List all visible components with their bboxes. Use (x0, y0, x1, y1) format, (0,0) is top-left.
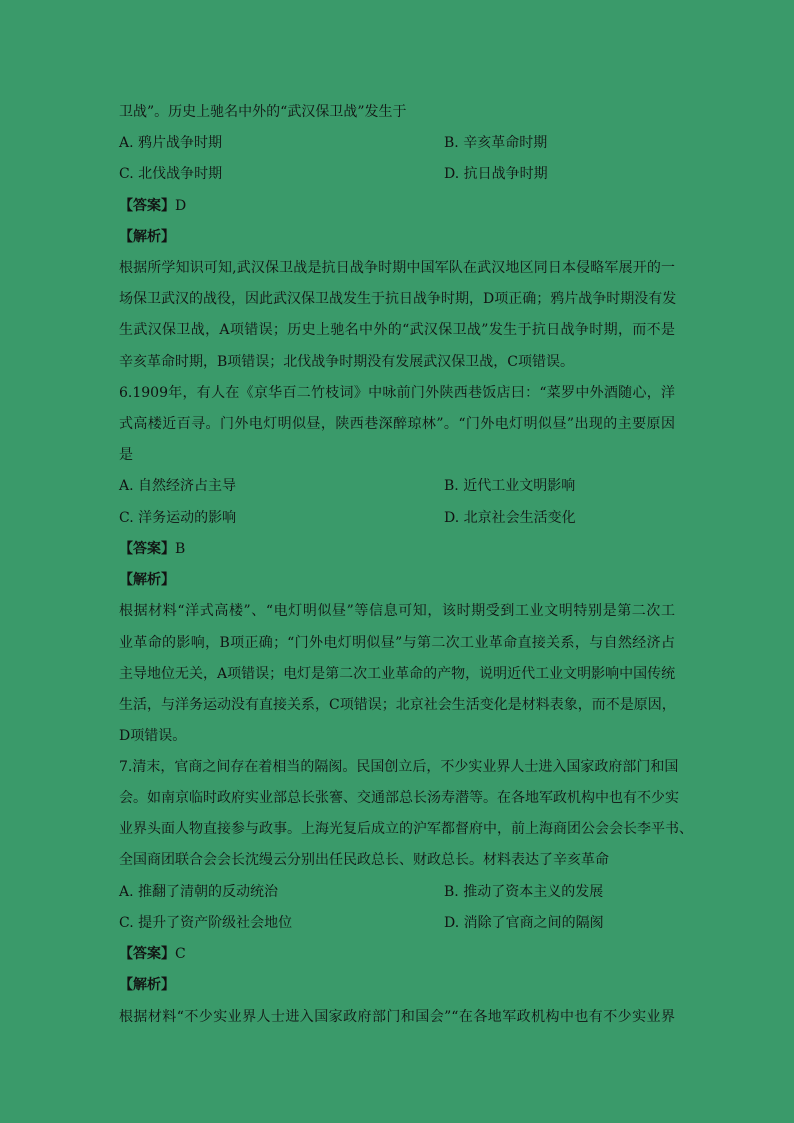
answer-tag: 【答案】 (119, 946, 175, 962)
q6-analysis-line: 业革命的影响，B项正确；“门外电灯明似昼”与第二次工业革命直接关系，与自然经济占 (119, 635, 675, 651)
q7-option-b: B. 推动了资本主义的发展 (444, 884, 604, 900)
q5-option-b: B. 辛亥革命时期 (444, 135, 548, 151)
q6-analysis-line: 主导地位无关，A项错误；电灯是第二次工业革命的产物，说明近代工业文明影响中国传统 (119, 666, 676, 682)
q6-analysis-line: D项错误。 (119, 728, 187, 744)
q5-analysis-line: 生武汉保卫战，A项错误；历史上驰名中外的“武汉保卫战”发生于抗日战争时期，而不是 (119, 322, 675, 338)
q5-option-c: C. 北伐战争时期 (119, 166, 223, 182)
q5-option-d: D. 抗日战争时期 (444, 166, 548, 182)
q7-answer (119, 944, 186, 964)
q6-answer (119, 539, 185, 559)
q6-analysis-line: 根据材料“洋式高楼”、“电灯明似昼”等信息可知，该时期受到工业文明特别是第二次工 (119, 603, 675, 619)
q7-option-d: D. 消除了官商之间的隔阂 (444, 915, 604, 931)
answer-value: C (175, 946, 186, 962)
q6-stem-line: 6.1909年，有人在《京华百二竹枝词》中咏前门外陕西巷饭店曰：“菜罗中外酒随心，洋 (119, 385, 675, 401)
q5-analysis-tag: 【解析】 (119, 229, 175, 245)
answer-tag: 【答案】 (119, 541, 175, 557)
q6-analysis-tag: 【解析】 (119, 572, 175, 588)
answer-value: B (175, 541, 186, 557)
q7-option-a: A. 推翻了清朝的反动统治 (119, 884, 279, 900)
q6-analysis-line: 生活，与洋务运动没有直接关系，C项错误；北京社会生活变化是材料表象，而不是原因， (119, 697, 676, 713)
q6-option-b: B. 近代工业文明影响 (444, 478, 576, 494)
answer-tag: 【答案】 (119, 198, 175, 214)
q7-stem-line: 全国商团联合会会长沈缦云分别出任民政总长、财政总长。材料表达了辛亥革命 (119, 852, 609, 868)
q5-analysis-line: 辛亥革命时期，B项错误；北伐战争时期没有发展武汉保卫战，C项错误。 (119, 354, 574, 370)
q5-answer (119, 196, 186, 216)
q7-stem-line: 会。如南京临时政府实业部总长张謇、交通部总长汤寿潜等。在各地军政机构中也有不少实 (119, 790, 679, 806)
q5-stem: 卫战”。历史上驰名中外的“武汉保卫战”发生于 (119, 104, 407, 120)
q5-option-a: A. 鸦片战争时期 (119, 135, 223, 151)
q6-stem-line: 式高楼近百寻。门外电灯明似昼，陕西巷深醉琼林”。“门外电灯明似昼”出现的主要原因 (119, 416, 675, 432)
q5-analysis-line: 场保卫武汉的战役，因此武汉保卫战发生于抗日战争时期，D项正确；鸦片战争时期没有发 (119, 291, 677, 307)
answer-value: D (175, 198, 187, 214)
q6-option-d: D. 北京社会生活变化 (444, 510, 576, 526)
q7-stem-line: 业界头面人物直接参与政事。上海光复后成立的沪军都督府中，前上海商团公会会长李平书、 (119, 821, 693, 837)
q6-option-a: A. 自然经济占主导 (119, 478, 237, 494)
q7-option-c: C. 提升了资产阶级社会地位 (119, 915, 293, 931)
q7-analysis-line: 根据材料“不少实业界人士进入国家政府部门和国会”“在各地军政机构中也有不少实业界 (119, 1009, 675, 1025)
q6-option-c: C. 洋务运动的影响 (119, 510, 237, 526)
q7-stem-line: 7.清末，官商之间存在着相当的隔阂。民国创立后，不少实业界人士进入国家政府部门和国 (119, 759, 679, 775)
q6-stem-line: 是 (119, 447, 133, 463)
q5-analysis-line: 根据所学知识可知,武汉保卫战是抗日战争时期中国军队在武汉地区同日本侵略军展开的一 (119, 260, 675, 276)
q7-analysis-tag: 【解析】 (119, 977, 175, 993)
